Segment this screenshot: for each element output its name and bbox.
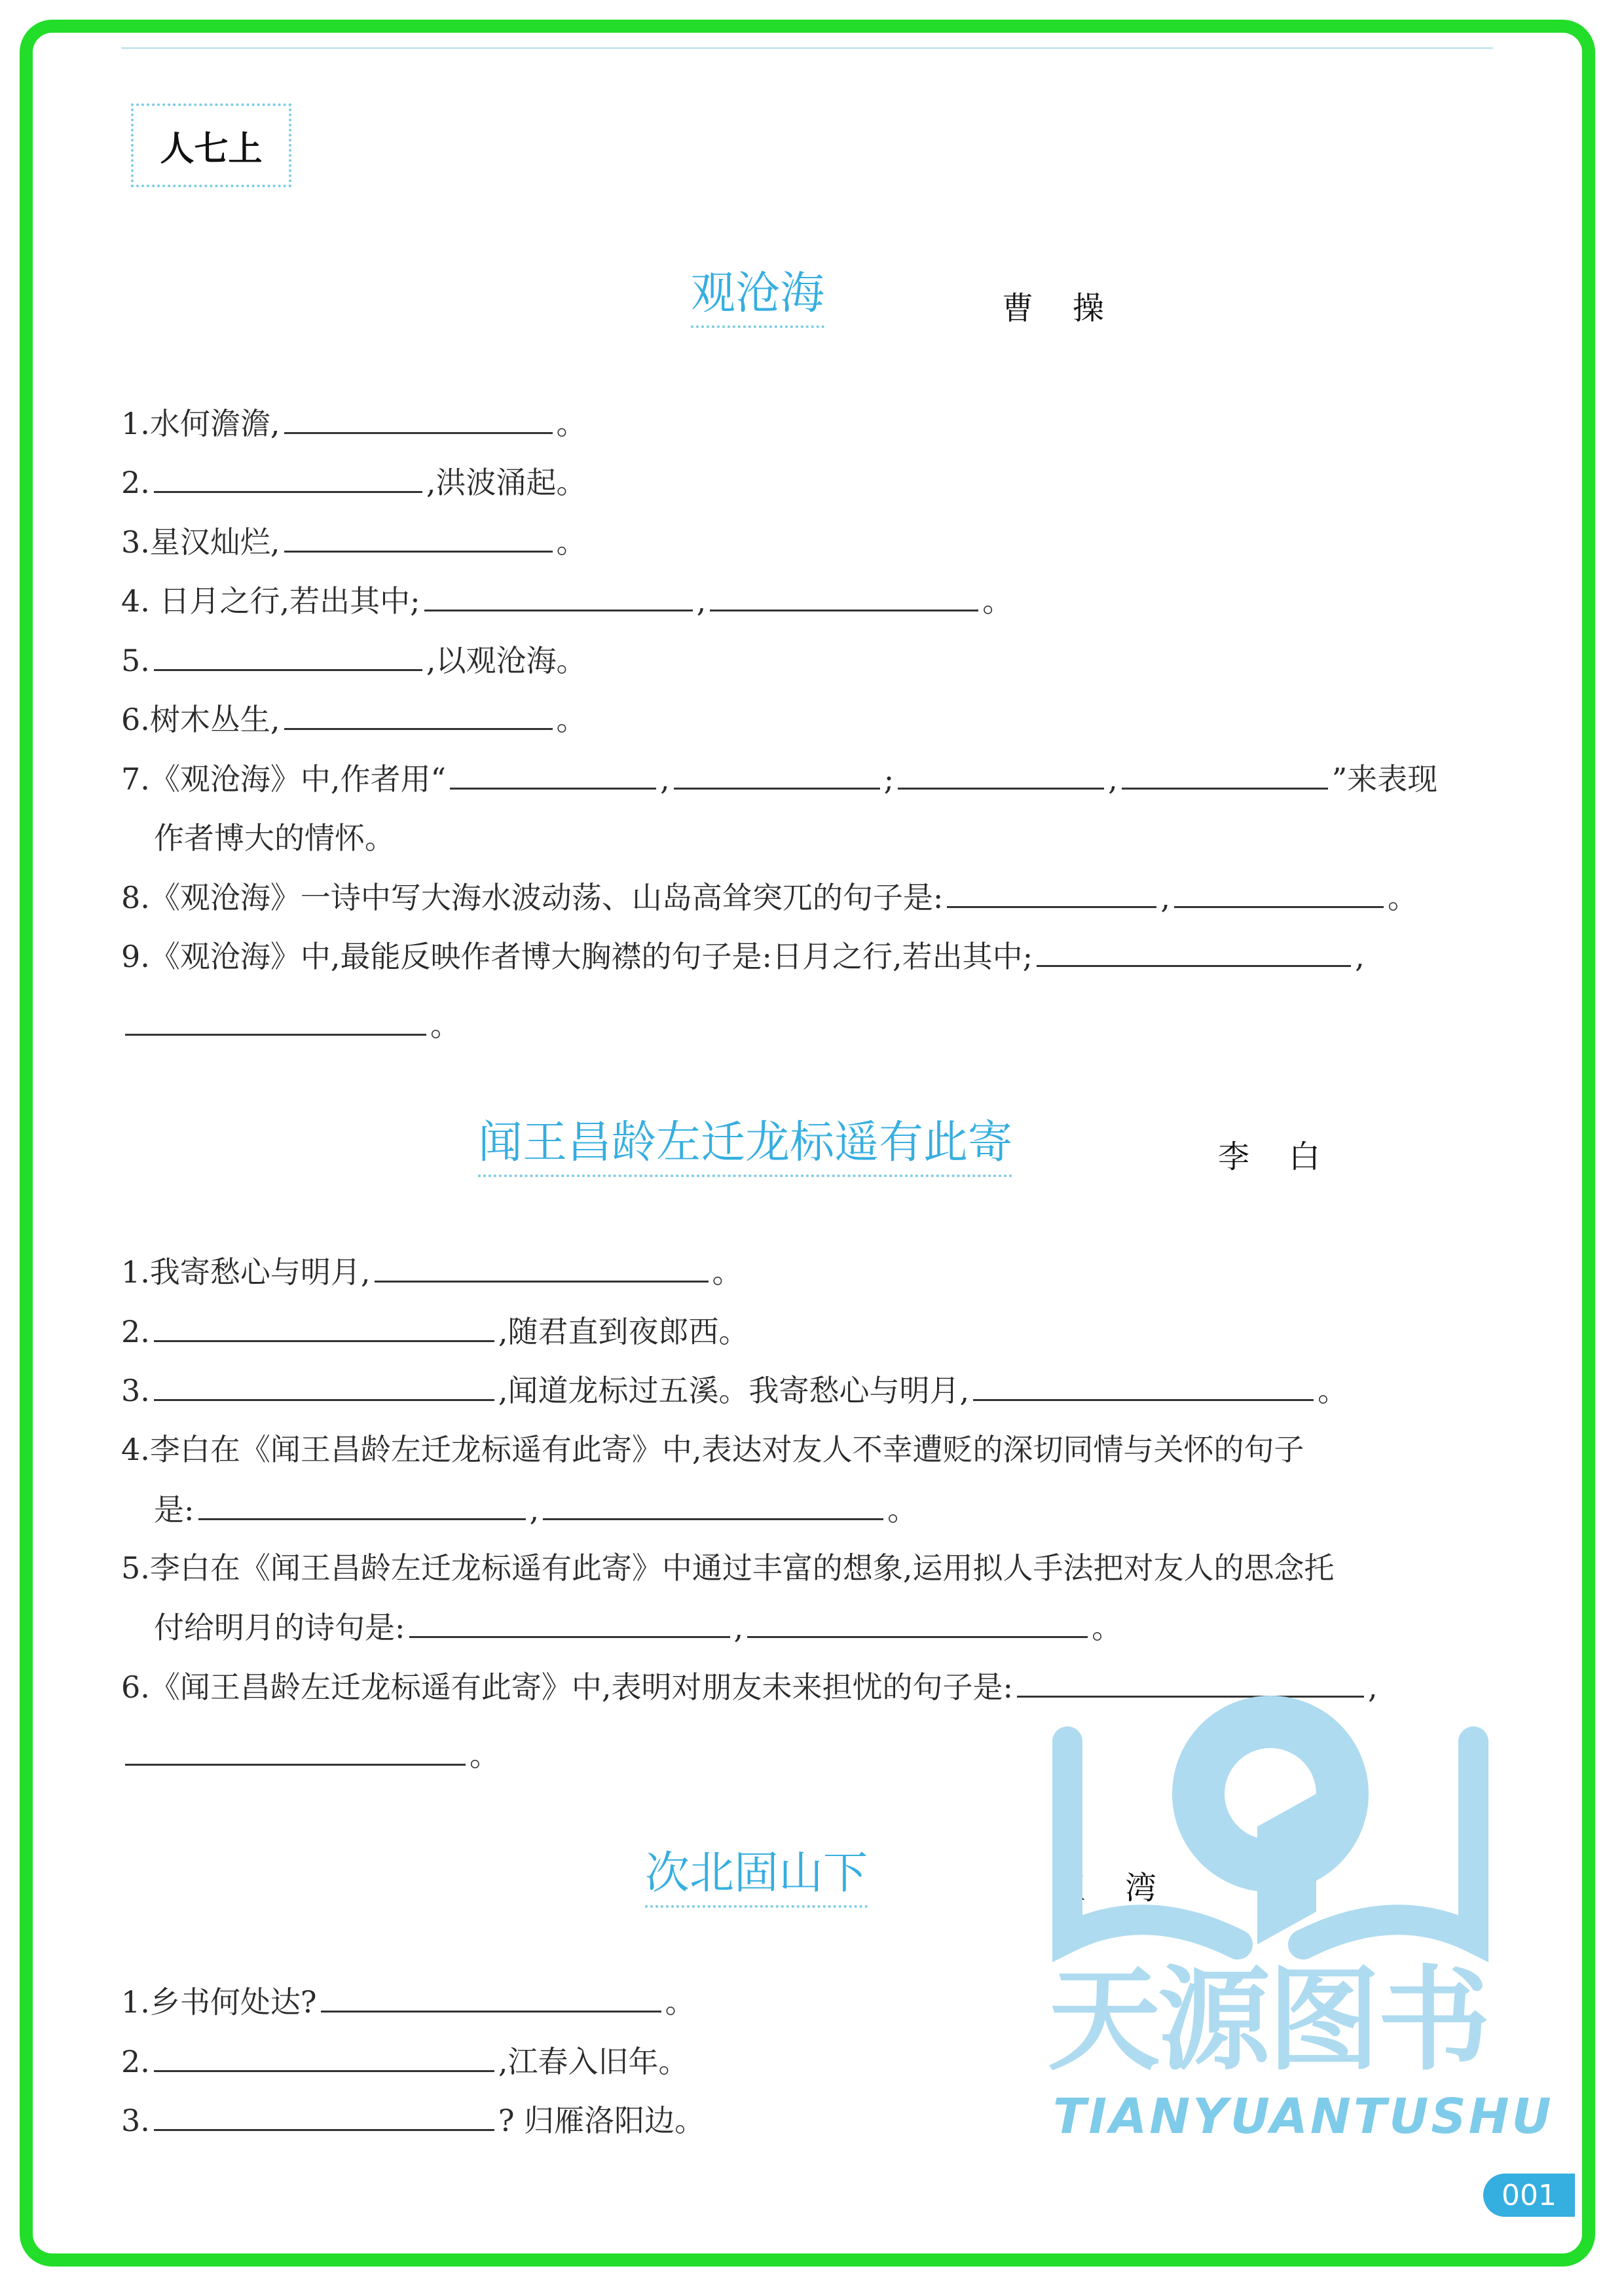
answer-blank[interactable] — [674, 759, 880, 790]
page-number: 001 — [1483, 2174, 1575, 2217]
question-1-3: 3.星汉灿烂, 。 — [121, 522, 1496, 562]
answer-blank[interactable] — [154, 1311, 494, 1342]
answer-blank[interactable] — [321, 1982, 661, 2013]
answer-blank[interactable] — [154, 2100, 494, 2131]
question-3-3: 3. ? 归雁洛阳边。 — [121, 2100, 1496, 2140]
answer-blank[interactable] — [543, 1489, 883, 1520]
answer-blank[interactable] — [154, 462, 422, 493]
answer-blank[interactable] — [198, 1489, 526, 1520]
question-2-5-cont: 付给明月的诗句是: , 。 — [121, 1607, 1529, 1647]
grade-badge: 人七上 — [131, 103, 291, 187]
watermark-english-text: TIANYUANTUSHU — [1053, 2088, 1554, 2145]
answer-blank[interactable] — [125, 1005, 426, 1036]
answer-blank[interactable] — [154, 2041, 494, 2072]
top-rule — [121, 47, 1493, 49]
question-2-2: 2. ,随君直到夜郎西。 — [121, 1311, 1496, 1351]
answer-blank[interactable] — [898, 759, 1104, 790]
question-1-8: 8.《观沧海》一诗中写大海水波动荡、山岛高耸突兀的句子是: , 。 — [121, 877, 1496, 917]
author-wang-wan: 王湾 — [1054, 1870, 1196, 1906]
question-1-2: 2. ,洪波涌起。 — [121, 462, 1496, 502]
watermark-logo-icon — [1041, 1663, 1554, 2160]
answer-blank[interactable] — [1037, 936, 1351, 967]
question-1-7-cont: 作者博大的情怀。 — [154, 820, 395, 856]
section-title-guan-cang-hai: 观沧海 — [691, 272, 824, 328]
answer-blank[interactable] — [375, 1252, 709, 1283]
answer-blank[interactable] — [284, 699, 553, 730]
question-1-9: 9.《观沧海》中,最能反映作者博大胸襟的句子是:日月之行,若出其中; , — [121, 936, 1496, 976]
answer-blank[interactable] — [710, 581, 978, 611]
watermark-chinese-text: 天源图书 — [1048, 1954, 1488, 2086]
author-li-bai: 李白 — [1218, 1139, 1360, 1175]
question-1-1: 1.水何澹澹, 。 — [121, 403, 1496, 443]
answer-blank[interactable] — [284, 522, 553, 553]
answer-blank[interactable] — [947, 877, 1156, 908]
answer-blank[interactable] — [154, 640, 422, 671]
question-3-1: 1.乡书何处达? 。 — [121, 1982, 1496, 2022]
question-1-5: 5. ,以观沧海。 — [121, 640, 1496, 680]
question-1-4: 4. 日月之行,若出其中; , 。 — [121, 581, 1496, 621]
author-cao-cao: 曹操 — [1002, 290, 1144, 327]
question-2-1: 1.我寄愁心与明月, 。 — [121, 1252, 1496, 1292]
answer-blank[interactable] — [424, 581, 693, 611]
answer-blank[interactable] — [284, 403, 553, 434]
answer-blank[interactable] — [450, 759, 656, 790]
question-2-4-cont: 是: , 。 — [121, 1489, 1529, 1529]
answer-blank[interactable] — [154, 1370, 494, 1401]
question-1-6: 6.树木丛生, 。 — [121, 699, 1496, 739]
question-2-6: 6.《闻王昌龄左迁龙标遥有此寄》中,表明对朋友未来担忧的句子是: , — [121, 1667, 1496, 1707]
question-1-9-cont: 。 — [121, 1005, 1496, 1045]
question-2-5: 5.李白在《闻王昌龄左迁龙标遥有此寄》中通过丰富的想象,运用拟人手法把对友人的思念托 — [121, 1550, 1335, 1586]
question-3-2: 2. ,江春入旧年。 — [121, 2041, 1496, 2081]
answer-blank[interactable] — [1122, 759, 1328, 790]
section-title-wen-wang-chang-ling: 闻王昌龄左迁龙标遥有此寄 — [478, 1121, 1012, 1177]
answer-blank[interactable] — [125, 1735, 466, 1766]
question-2-4: 4.李白在《闻王昌龄左迁龙标遥有此寄》中,表达对友人不幸遭贬的深切同情与关怀的句子 — [121, 1432, 1304, 1467]
answer-blank[interactable] — [1174, 877, 1384, 908]
question-2-6-cont: 。 — [121, 1735, 1496, 1775]
question-1-7: 7.《观沧海》中,作者用“ , ; , ”来表现 — [121, 759, 1496, 799]
section-title-ci-bei-gu-shan-xia: 次北固山下 — [645, 1851, 868, 1908]
question-2-3: 3. ,闻道龙标过五溪。我寄愁心与明月, 。 — [121, 1370, 1496, 1410]
answer-blank[interactable] — [973, 1370, 1314, 1401]
answer-blank[interactable] — [409, 1607, 730, 1638]
answer-blank[interactable] — [747, 1607, 1088, 1638]
